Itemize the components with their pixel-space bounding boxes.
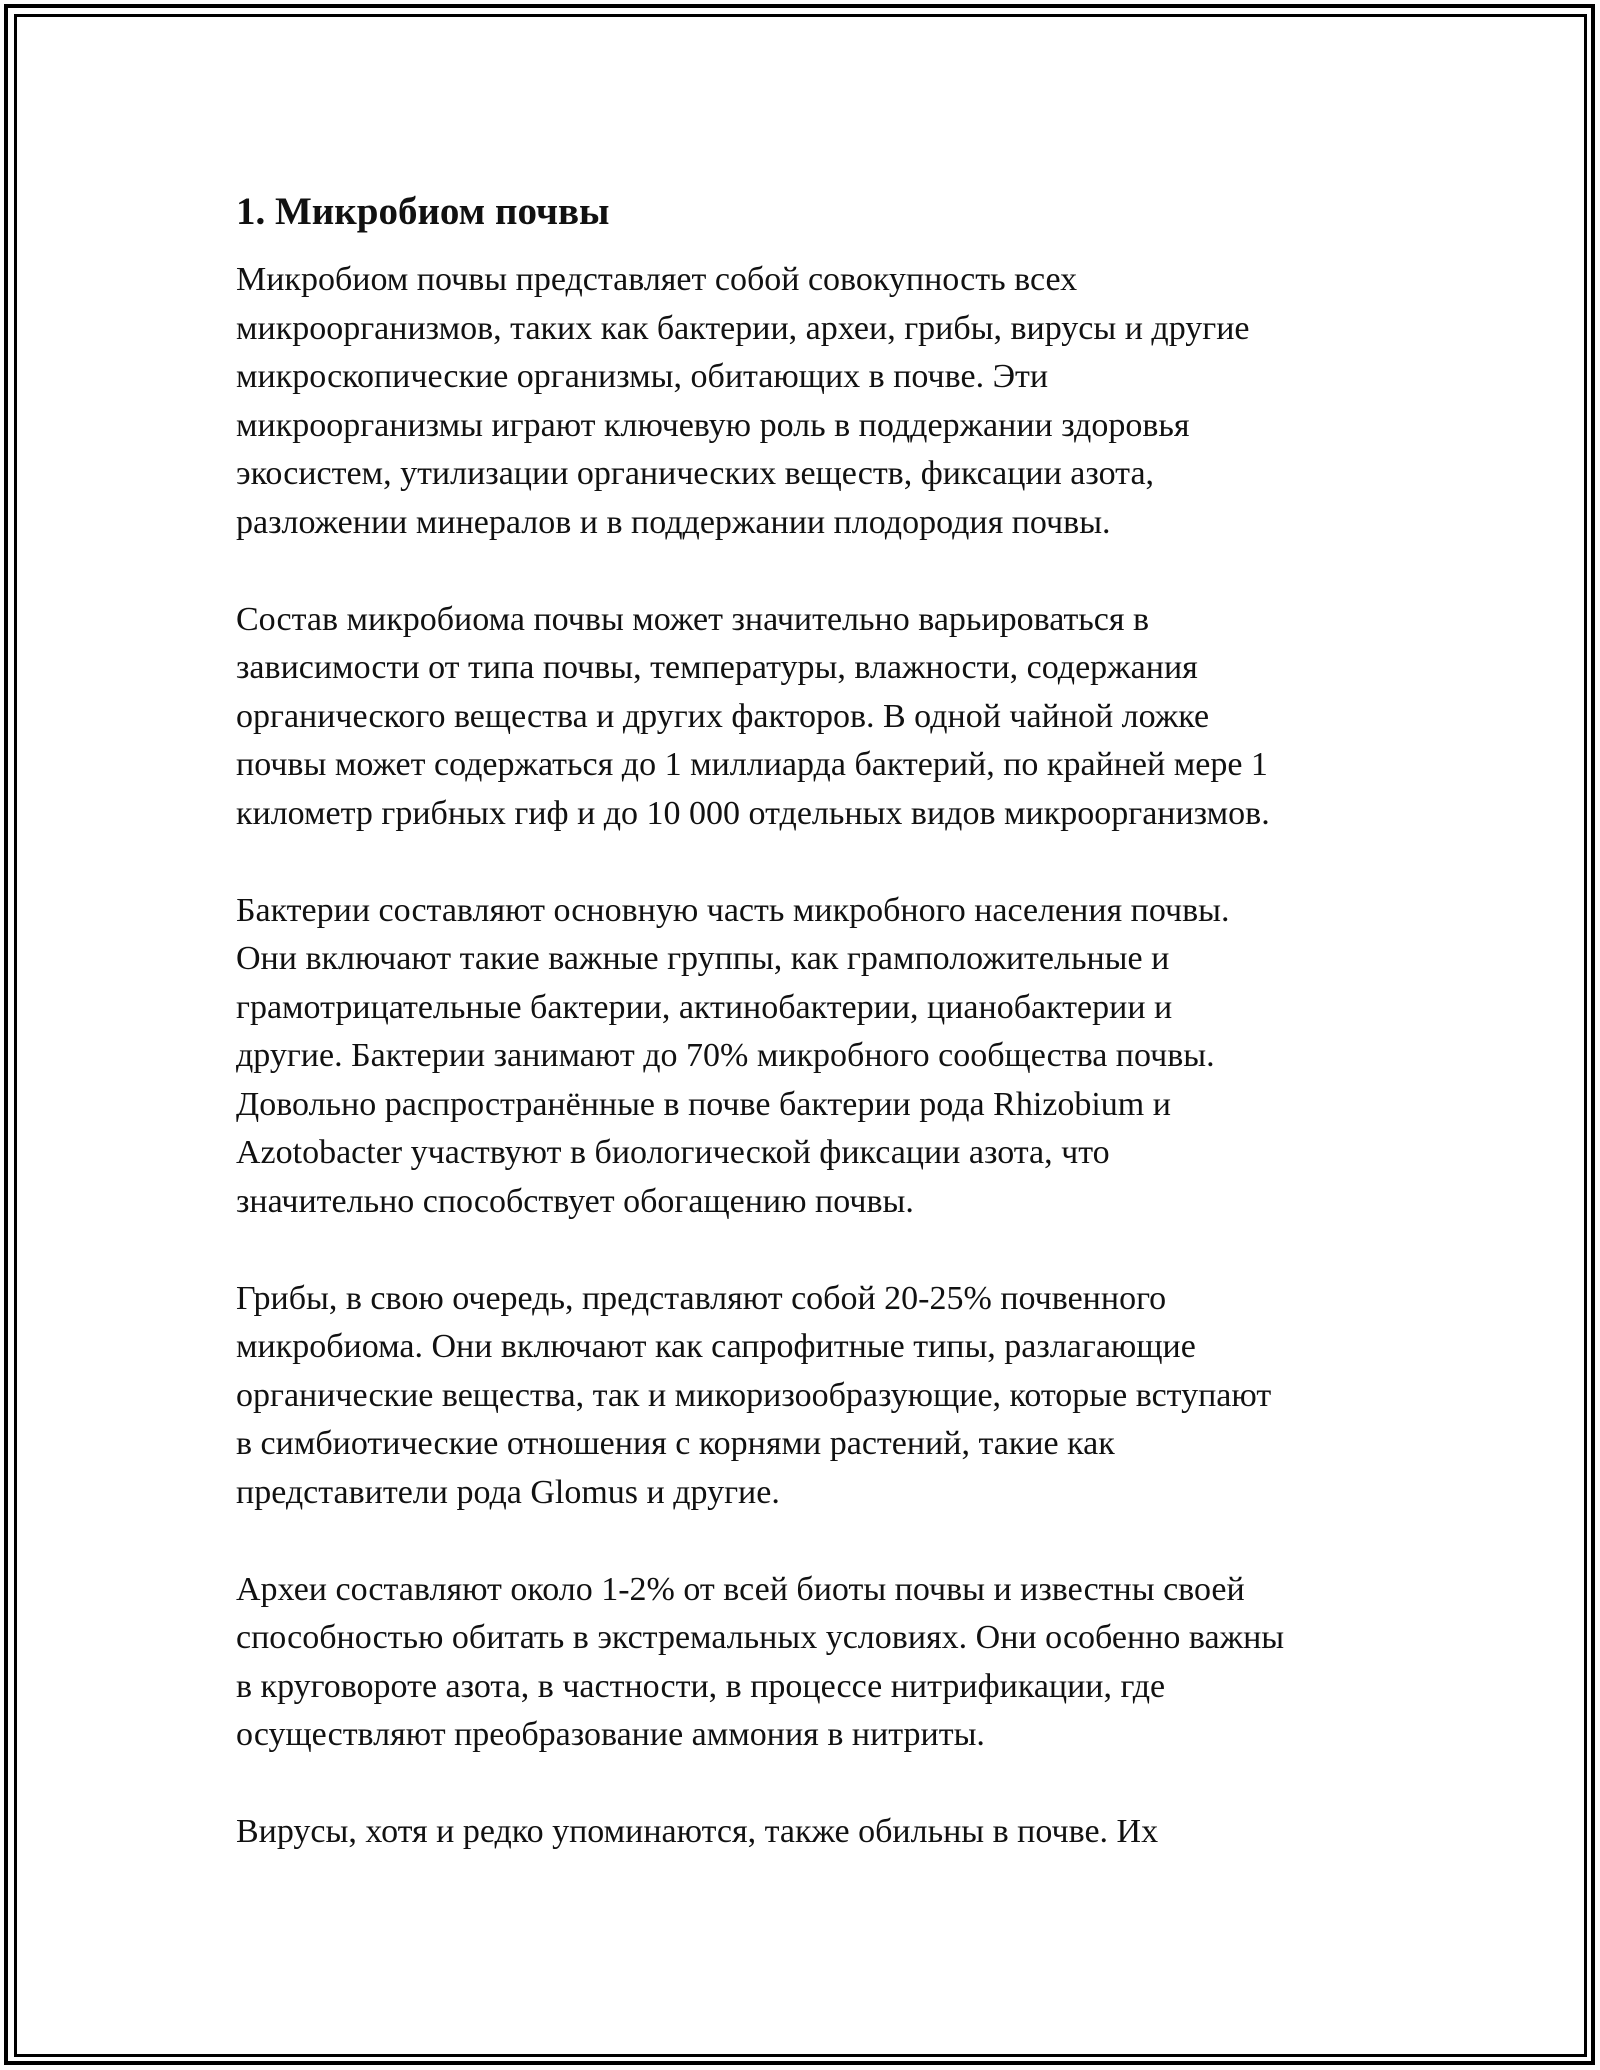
paragraph-viruses: Вирусы, хотя и редко упоминаются, также обильны в почве. Их [236,1813,1159,1850]
paragraph-intro: Микробиом почвы представляет собой совокупность всех микроорганизмов, таких как бактерии, археи, грибы, вирусы и другие микроскопические организмы, обитающих в почве. Эти микроорганизмы играют ключевую роль в поддержании здоровья экосистем, утилизации органических веществ, фиксации азота, разложении минералов и в поддержании плодородия почвы. [236,261,1250,541]
section-heading: 1. Микробиом почвы [236,190,610,233]
paragraph-fungi: Грибы, в свою очередь, представляют собой 20-25% почвенного микробиома. Они включают как сапрофитные типы, разлагающие органические вещества, так и микоризообразующие, которые вступают в симбиотические отношения с корнями растений, такие как представители рода Glomus и другие. [236,1279,1272,1511]
paragraph-bacteria: Бактерии составляют основную часть микробного населения почвы. Они включают такие важные группы, как грамположительные и грамотрицательные бактерии, актинобактерии, цианобактерии и другие. Бактерии занимают до 70% микробного сообщества почвы. Довольно распространённые в почве бактерии рода Rhizobium и Azotobacter участвуют в биологической фиксации азота, что значительно способствует обогащению почвы. [236,891,1230,1220]
paragraph-archaea: Археи составляют около 1-2% от всей биоты почвы и известны своей способностью обитать в экстремальных условиях. Они особенно важны в круговороте азота, в частности, в процессе нитрификации, где осуществляют преобразование аммония в нитриты. [236,1570,1285,1753]
paragraph-composition: Состав микробиома почвы может значительно варьироваться в зависимости от типа почвы, температуры, влажности, содержания органического вещества и других факторов. В одной чайной ложке почвы может содержаться до 1 миллиарда бактерий, по крайней мере 1 километр грибных гиф и до 10 000 отдельных видов микроорганизмов. [236,600,1270,832]
document-body [236,188,1396,1905]
